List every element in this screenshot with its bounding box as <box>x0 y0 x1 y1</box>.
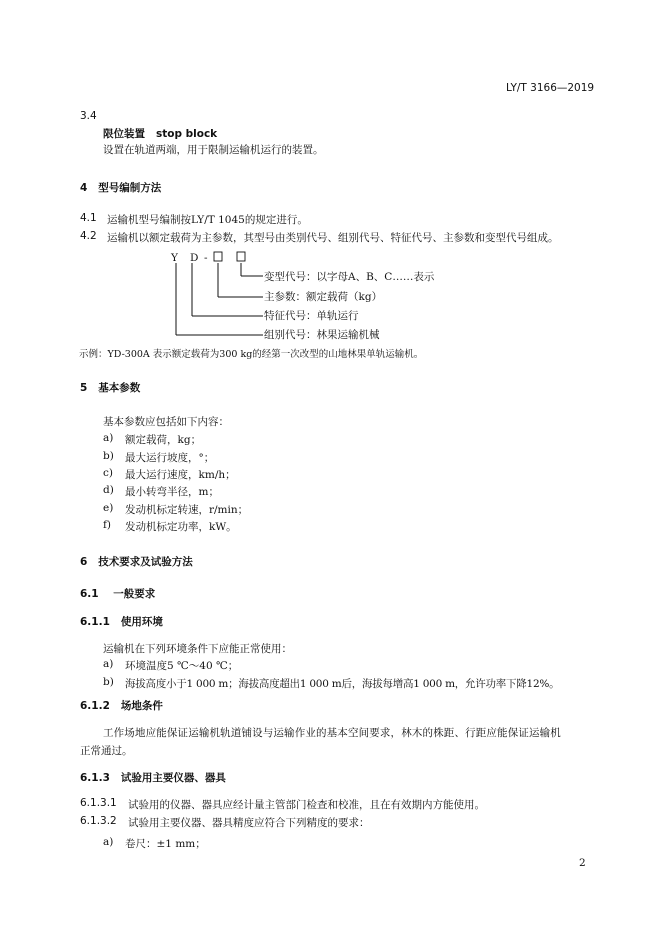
clause-6-1-3-2-text: 试验用主要仪器、器具精度应符合下列精度的要求： <box>128 817 370 829</box>
list-marker: e) <box>103 502 114 514</box>
list-item <box>103 467 113 479</box>
list-item-text: 最大运行坡度，°； <box>125 452 215 464</box>
section-4-title: 型号编制方法 <box>98 182 162 194</box>
list-item-text: 发动机标定功率，kW。 <box>125 521 237 533</box>
code-dash: - <box>204 252 208 264</box>
clause-4-2-number: 4.2 <box>80 230 97 242</box>
list-item <box>103 519 111 531</box>
section-6-title: 技术要求及试验方法 <box>98 556 193 568</box>
clause-6-1-3-1-text: 试验用的仪器、器具应经计量主管部门检查和校准，且在有效期内方能使用。 <box>128 799 485 811</box>
section-6-1-title: 一般要求 <box>113 588 156 600</box>
list-marker: a) <box>103 836 114 848</box>
list-marker: a) <box>103 658 114 670</box>
list-item <box>103 836 113 848</box>
section-6-heading <box>80 554 193 569</box>
list-item <box>103 450 114 462</box>
section-6-1-1-heading <box>80 614 163 629</box>
term-definition: 设置在轨道两端，用于限制运输机运行的装置。 <box>103 144 324 156</box>
clause-4-1-text: 运输机型号编制按LY/T 1045的规定进行。 <box>107 214 308 226</box>
page-number: 2 <box>579 857 586 869</box>
standard-code: LY/T 3166—2019 <box>506 82 595 94</box>
section-5-title: 基本参数 <box>98 382 141 394</box>
section-6-number: 6 <box>80 556 88 568</box>
code-letter-d: D <box>190 252 199 264</box>
label-feature-code: 特征代号：单轨运行 <box>264 310 359 322</box>
section-5-intro: 基本参数应包括如下内容： <box>103 416 229 428</box>
code-box-main-param <box>214 252 222 261</box>
section-6-1-heading <box>80 586 155 601</box>
list-item-text: 额定载荷，kg； <box>125 434 202 446</box>
list-item <box>103 502 113 514</box>
section-5-number: 5 <box>80 382 88 394</box>
list-marker: c) <box>103 467 113 479</box>
clause-4-2-text: 运输机以额定载荷为主参数，其型号由类别代号、组别代号、特征代号、主参数和变型代号组成。 <box>107 232 559 244</box>
section-6-1-3-heading <box>80 770 226 785</box>
section-6-1-2-text-line1: 工作场地应能保证运输机轨道铺设与运输作业的基本空间要求，林木的株距、行距应能保证运输机 <box>103 727 561 739</box>
section-6-1-2-title: 场地条件 <box>120 700 163 712</box>
term-en: stop block <box>155 128 218 140</box>
section-6-1-2-heading <box>80 698 163 713</box>
example-note: 示例：YD-300A 表示额定载荷为300 kg的经第一次改型的山地林果单轨运输机。 <box>79 349 424 360</box>
list-item-text: 最小转弯半径，m； <box>125 486 219 498</box>
clause-6-1-3-2-number: 6.1.3.2 <box>80 815 117 827</box>
list-item <box>103 484 114 496</box>
section-6-1-2-number: 6.1.2 <box>80 700 110 712</box>
label-main-param: 主参数：额定载荷（kg） <box>264 291 383 303</box>
list-item-text: 最大运行速度，km/h； <box>125 469 236 481</box>
list-item <box>103 658 113 670</box>
section-6-1-3-title: 试验用主要仪器、器具 <box>120 772 226 784</box>
clause-6-1-3-1-number: 6.1.3.1 <box>80 797 117 809</box>
list-marker: d) <box>103 484 114 496</box>
list-marker: a) <box>103 432 114 444</box>
section-6-1-3-number: 6.1.3 <box>80 772 110 784</box>
section-6-1-1-intro: 运输机在下列环境条件下应能正常使用： <box>103 643 292 655</box>
clause-3-4-number: 3.4 <box>80 110 97 122</box>
list-marker: f) <box>103 519 111 531</box>
term-cn: 限位装置 <box>103 128 145 140</box>
label-group-code: 组别代号：林果运输机械 <box>264 329 380 341</box>
list-item-text: 环境温度5 ℃～40 ℃； <box>125 660 239 672</box>
list-item <box>103 676 114 688</box>
section-5-heading <box>80 380 140 395</box>
list-marker: b) <box>103 676 114 688</box>
code-box-variant <box>237 252 245 261</box>
section-4-number: 4 <box>80 182 88 194</box>
clause-4-1-number: 4.1 <box>80 212 97 224</box>
section-6-1-1-number: 6.1.1 <box>80 616 110 628</box>
code-letter-y: Y <box>171 252 178 264</box>
section-6-1-number: 6.1 <box>80 588 99 600</box>
list-marker: b) <box>103 450 114 462</box>
list-item <box>103 432 113 444</box>
list-item-text: 海拔高度小于1 000 m；海拔高度超出1 000 m后，海拔每增高1 000 m，允许功率下降12%。 <box>125 678 560 690</box>
list-item-text: 发动机标定转速，r/min； <box>125 504 249 516</box>
label-variant-code: 变型代号：以字母A、B、C……表示 <box>264 271 435 283</box>
list-item-text: 卷尺：±1 mm； <box>125 838 206 850</box>
section-6-1-1-title: 使用环境 <box>120 616 163 628</box>
section-6-1-2-text-line2: 正常通过。 <box>80 745 133 757</box>
